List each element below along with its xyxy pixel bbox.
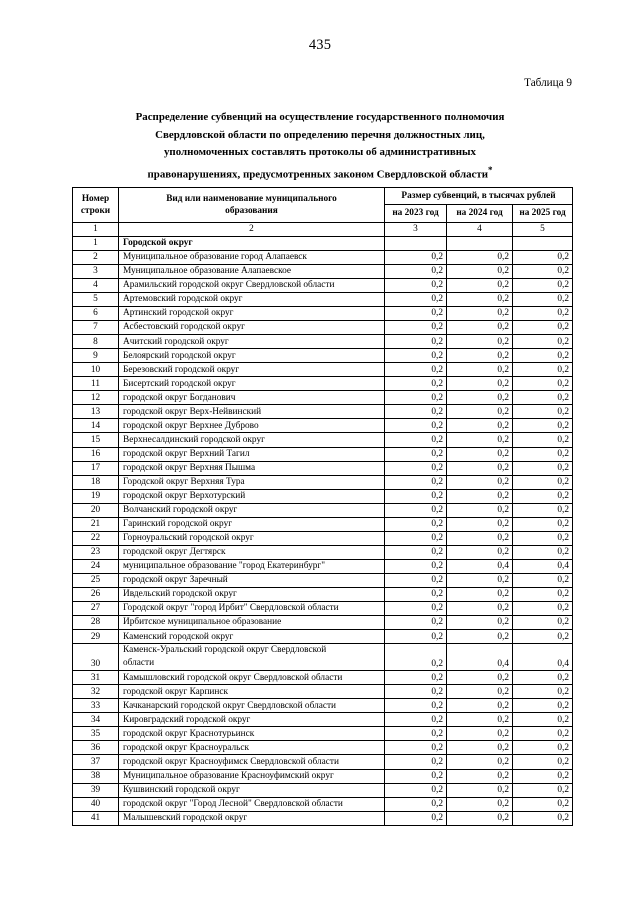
cell-municipality-name: Артемовский городской округ — [119, 293, 385, 307]
table-row — [73, 419, 573, 433]
cell-amount-2023: 0,2 — [385, 503, 447, 517]
column-number-row — [73, 222, 573, 236]
cell-amount-2025: 0,2 — [513, 741, 573, 755]
cell-municipality-name: городской округ Заречный — [119, 573, 385, 587]
column-header-row-number — [73, 188, 119, 223]
cell-amount-2024: 0,2 — [447, 391, 513, 405]
cell-amount-2024: 0,2 — [447, 602, 513, 616]
table-row — [73, 699, 573, 713]
cell-amount-2023: 0,2 — [385, 573, 447, 587]
cell-amount-2023: 0,2 — [385, 489, 447, 503]
cell-row-number: 5 — [73, 293, 119, 307]
cell-row-number: 29 — [73, 630, 119, 644]
cell-amount-2023: 0,2 — [385, 349, 447, 363]
cell-amount-2023: 0,2 — [385, 531, 447, 545]
table-row — [73, 236, 573, 250]
cell-amount-2024: 0,2 — [447, 419, 513, 433]
table-row — [73, 433, 573, 447]
cell-amount-2024: 0,2 — [447, 250, 513, 264]
cell-amount-2024: 0,2 — [447, 278, 513, 292]
cell-row-number: 24 — [73, 559, 119, 573]
cell-amount-2025: 0,2 — [513, 587, 573, 601]
table-row — [73, 630, 573, 644]
table-row — [73, 264, 573, 278]
cell-amount-2023: 0,2 — [385, 278, 447, 292]
cell-municipality-name: Каменский городской округ — [119, 630, 385, 644]
cell-row-number: 13 — [73, 405, 119, 419]
cell-amount-2023: 0,2 — [385, 405, 447, 419]
table-row — [73, 503, 573, 517]
page-title — [70, 109, 570, 184]
cell-municipality-name: городской округ "Город Лесной" Свердловской области — [119, 797, 385, 811]
footnote-marker: * — [488, 164, 493, 175]
header-row-main — [73, 188, 573, 205]
cell-row-number: 28 — [73, 616, 119, 630]
cell-amount-2025: 0,2 — [513, 811, 573, 825]
cell-amount-2024 — [447, 236, 513, 250]
cell-amount-2025: 0,2 — [513, 797, 573, 811]
cell-row-number: 31 — [73, 671, 119, 685]
cell-row-number: 27 — [73, 602, 119, 616]
table-row — [73, 335, 573, 349]
cell-municipality-name: Артинский городской округ — [119, 307, 385, 321]
page-number: 435 — [308, 37, 332, 53]
cell-amount-2023: 0,2 — [385, 419, 447, 433]
table-row — [73, 644, 573, 671]
column-header-row-number-line1: Номер — [81, 193, 110, 204]
cell-row-number: 16 — [73, 447, 119, 461]
table-row — [73, 363, 573, 377]
cell-amount-2023: 0,2 — [385, 587, 447, 601]
cell-amount-2025: 0,2 — [513, 573, 573, 587]
cell-row-number: 8 — [73, 335, 119, 349]
cell-row-number: 9 — [73, 349, 119, 363]
column-number-5: 5 — [513, 222, 573, 236]
cell-amount-2024: 0,2 — [447, 545, 513, 559]
cell-amount-2024: 0,2 — [447, 293, 513, 307]
table-row — [73, 278, 573, 292]
table-row — [73, 517, 573, 531]
table-label: Таблица 9 — [524, 77, 572, 89]
table-body — [73, 236, 573, 825]
cell-amount-2024: 0,2 — [447, 573, 513, 587]
cell-row-number: 40 — [73, 797, 119, 811]
cell-amount-2025: 0,2 — [513, 335, 573, 349]
cell-amount-2023: 0,2 — [385, 377, 447, 391]
table-row — [73, 475, 573, 489]
table-header — [73, 188, 573, 237]
title-line-4-text: правонарушениях, предусмотренных законом Свердловской области — [147, 168, 488, 181]
cell-municipality-name: Верхнесалдинский городской округ — [119, 433, 385, 447]
column-header-municipality-line1: Вид или наименование муниципального — [166, 193, 337, 204]
cell-amount-2025: 0,2 — [513, 602, 573, 616]
cell-municipality-name: Кушвинский городской округ — [119, 783, 385, 797]
cell-amount-2025: 0,2 — [513, 307, 573, 321]
cell-amount-2024: 0,2 — [447, 363, 513, 377]
column-header-year-2023: на 2023 год — [385, 205, 447, 222]
cell-amount-2025: 0,2 — [513, 616, 573, 630]
cell-row-number: 34 — [73, 713, 119, 727]
cell-amount-2024: 0,2 — [447, 685, 513, 699]
cell-amount-2024: 0,2 — [447, 321, 513, 335]
column-number-1: 1 — [73, 222, 119, 236]
cell-amount-2024: 0,2 — [447, 587, 513, 601]
cell-amount-2025: 0,2 — [513, 531, 573, 545]
column-header-amount-group: Размер субвенций, в тысячах рублей — [385, 188, 573, 205]
cell-amount-2024: 0,2 — [447, 531, 513, 545]
cell-amount-2023: 0,2 — [385, 699, 447, 713]
cell-amount-2023: 0,2 — [385, 461, 447, 475]
table-row — [73, 377, 573, 391]
cell-municipality-name: Малышевский городской округ — [119, 811, 385, 825]
cell-row-number: 3 — [73, 264, 119, 278]
cell-municipality-name: Ирбитское муниципальное образование — [119, 616, 385, 630]
table-row — [73, 447, 573, 461]
cell-amount-2024: 0,2 — [447, 797, 513, 811]
cell-row-number: 26 — [73, 587, 119, 601]
cell-row-number: 22 — [73, 531, 119, 545]
cell-row-number: 20 — [73, 503, 119, 517]
cell-amount-2025: 0,2 — [513, 685, 573, 699]
cell-amount-2023: 0,2 — [385, 769, 447, 783]
cell-amount-2025: 0,2 — [513, 783, 573, 797]
cell-amount-2023: 0,2 — [385, 447, 447, 461]
cell-amount-2025: 0,2 — [513, 755, 573, 769]
cell-amount-2023: 0,2 — [385, 644, 447, 671]
table-row — [73, 769, 573, 783]
cell-municipality-name: городской округ Верхняя Пышма — [119, 461, 385, 475]
table-row — [73, 727, 573, 741]
cell-row-number: 19 — [73, 489, 119, 503]
column-header-municipality — [119, 188, 385, 223]
cell-amount-2024: 0,2 — [447, 616, 513, 630]
cell-amount-2025: 0,2 — [513, 475, 573, 489]
column-number-3: 3 — [385, 222, 447, 236]
cell-municipality-name: городской округ Карпинск — [119, 685, 385, 699]
table-row — [73, 783, 573, 797]
cell-row-number: 15 — [73, 433, 119, 447]
cell-row-number: 39 — [73, 783, 119, 797]
cell-amount-2025: 0,2 — [513, 349, 573, 363]
cell-row-number: 21 — [73, 517, 119, 531]
cell-amount-2025: 0,2 — [513, 363, 573, 377]
column-header-row-number-line2: строки — [80, 205, 111, 216]
cell-row-number: 18 — [73, 475, 119, 489]
cell-amount-2024: 0,2 — [447, 713, 513, 727]
cell-municipality-name: Березовский городской округ — [119, 363, 385, 377]
cell-municipality-name-line1: Каменск-Уральский городской округ Свердловской — [123, 645, 327, 656]
cell-row-number: 2 — [73, 250, 119, 264]
table-row — [73, 573, 573, 587]
cell-amount-2023: 0,2 — [385, 602, 447, 616]
cell-municipality-name: городской округ Верхний Тагил — [119, 447, 385, 461]
table-row — [73, 616, 573, 630]
cell-amount-2023: 0,2 — [385, 797, 447, 811]
cell-amount-2023 — [385, 236, 447, 250]
cell-amount-2025: 0,2 — [513, 293, 573, 307]
cell-amount-2023: 0,2 — [385, 307, 447, 321]
cell-row-number: 6 — [73, 307, 119, 321]
cell-amount-2023: 0,2 — [385, 616, 447, 630]
cell-amount-2023: 0,2 — [385, 475, 447, 489]
cell-municipality-name: Бисертский городской округ — [119, 377, 385, 391]
cell-row-number: 32 — [73, 685, 119, 699]
cell-amount-2025 — [513, 236, 573, 250]
cell-amount-2024: 0,2 — [447, 307, 513, 321]
table-row — [73, 602, 573, 616]
title-line-4 — [70, 162, 570, 184]
cell-municipality-name: Камышловский городской округ Свердловской области — [119, 671, 385, 685]
cell-municipality-name: Белоярский городской округ — [119, 349, 385, 363]
cell-amount-2024: 0,2 — [447, 727, 513, 741]
cell-municipality-name: Волчанский городской округ — [119, 503, 385, 517]
cell-municipality-name: Муниципальное образование город Алапаевск — [119, 250, 385, 264]
cell-amount-2023: 0,2 — [385, 321, 447, 335]
table-row — [73, 671, 573, 685]
table-row — [73, 349, 573, 363]
cell-row-number: 10 — [73, 363, 119, 377]
cell-amount-2025: 0,4 — [513, 644, 573, 671]
cell-amount-2025: 0,2 — [513, 545, 573, 559]
cell-amount-2023: 0,2 — [385, 293, 447, 307]
cell-amount-2025: 0,2 — [513, 489, 573, 503]
column-header-municipality-line2: образования — [225, 205, 278, 216]
cell-amount-2023: 0,2 — [385, 433, 447, 447]
cell-amount-2023: 0,2 — [385, 391, 447, 405]
cell-row-number: 35 — [73, 727, 119, 741]
cell-municipality-name: Гаринский городской округ — [119, 517, 385, 531]
cell-amount-2024: 0,2 — [447, 349, 513, 363]
cell-amount-2024: 0,2 — [447, 461, 513, 475]
cell-amount-2024: 0,2 — [447, 699, 513, 713]
cell-amount-2024: 0,2 — [447, 489, 513, 503]
cell-amount-2025: 0,2 — [513, 461, 573, 475]
cell-municipality-name: Ивдельский городской округ — [119, 587, 385, 601]
table-row — [73, 307, 573, 321]
cell-amount-2023: 0,2 — [385, 671, 447, 685]
cell-municipality-name: городской округ Верхнее Дуброво — [119, 419, 385, 433]
table-row — [73, 559, 573, 573]
cell-amount-2023: 0,2 — [385, 545, 447, 559]
cell-row-number: 38 — [73, 769, 119, 783]
table-row — [73, 797, 573, 811]
cell-amount-2024: 0,2 — [447, 503, 513, 517]
cell-amount-2025: 0,2 — [513, 769, 573, 783]
cell-amount-2023: 0,2 — [385, 517, 447, 531]
cell-municipality-name: городской округ Дегтярск — [119, 545, 385, 559]
cell-municipality-name: муниципальное образование "город Екатеринбург" — [119, 559, 385, 573]
table-row — [73, 713, 573, 727]
cell-amount-2023: 0,2 — [385, 335, 447, 349]
table-row — [73, 321, 573, 335]
cell-amount-2025: 0,2 — [513, 630, 573, 644]
column-number-2: 2 — [119, 222, 385, 236]
cell-amount-2025: 0,2 — [513, 321, 573, 335]
cell-row-number: 23 — [73, 545, 119, 559]
cell-amount-2024: 0,4 — [447, 559, 513, 573]
cell-amount-2025: 0,2 — [513, 264, 573, 278]
cell-amount-2024: 0,2 — [447, 433, 513, 447]
cell-amount-2023: 0,2 — [385, 713, 447, 727]
cell-amount-2023: 0,2 — [385, 630, 447, 644]
cell-amount-2025: 0,2 — [513, 699, 573, 713]
cell-municipality-name: Городской округ — [119, 236, 385, 250]
cell-municipality-name: Ачитский городской округ — [119, 335, 385, 349]
cell-amount-2024: 0,2 — [447, 769, 513, 783]
cell-municipality-name: Кировградский городской округ — [119, 713, 385, 727]
cell-amount-2024: 0,2 — [447, 783, 513, 797]
title-line-1: Распределение субвенций на осуществление государственного полномочия — [135, 111, 505, 123]
cell-municipality-name: Муниципальное образование Алапаевское — [119, 264, 385, 278]
cell-row-number: 14 — [73, 419, 119, 433]
table-row — [73, 811, 573, 825]
cell-amount-2024: 0,2 — [447, 671, 513, 685]
title-line-2: Свердловской области по определению перечня должностных лиц, — [155, 128, 485, 141]
cell-municipality-name: городской округ Верх-Нейвинский — [119, 405, 385, 419]
cell-amount-2025: 0,2 — [513, 250, 573, 264]
cell-amount-2024: 0,2 — [447, 517, 513, 531]
cell-amount-2025: 0,2 — [513, 278, 573, 292]
cell-municipality-name: городской округ Богданович — [119, 391, 385, 405]
cell-row-number: 4 — [73, 278, 119, 292]
table-row — [73, 755, 573, 769]
table-row — [73, 461, 573, 475]
cell-row-number: 12 — [73, 391, 119, 405]
cell-amount-2024: 0,2 — [447, 475, 513, 489]
cell-municipality-name: Арамильский городской округ Свердловской области — [119, 278, 385, 292]
cell-amount-2024: 0,2 — [447, 335, 513, 349]
table-row — [73, 531, 573, 545]
cell-row-number: 37 — [73, 755, 119, 769]
cell-municipality-name: Качканарский городской округ Свердловской области — [119, 699, 385, 713]
table-row — [73, 391, 573, 405]
cell-amount-2025: 0,2 — [513, 419, 573, 433]
table-row — [73, 685, 573, 699]
cell-amount-2025: 0,2 — [513, 503, 573, 517]
table-row — [73, 741, 573, 755]
cell-amount-2023: 0,2 — [385, 264, 447, 278]
cell-row-number: 36 — [73, 741, 119, 755]
table-row — [73, 405, 573, 419]
column-number-4: 4 — [447, 222, 513, 236]
cell-municipality-name: Муниципальное образование Красноуфимский округ — [119, 769, 385, 783]
cell-amount-2025: 0,2 — [513, 727, 573, 741]
cell-amount-2025: 0,2 — [513, 433, 573, 447]
table-row — [73, 545, 573, 559]
table-row — [73, 250, 573, 264]
subventions-table — [72, 187, 573, 826]
cell-amount-2024: 0,2 — [447, 447, 513, 461]
cell-municipality-name: городской округ Краснотурьинск — [119, 727, 385, 741]
cell-amount-2024: 0,2 — [447, 741, 513, 755]
cell-municipality-name — [119, 644, 385, 671]
column-header-year-2025: на 2025 год — [513, 205, 573, 222]
cell-row-number: 25 — [73, 573, 119, 587]
cell-amount-2023: 0,2 — [385, 250, 447, 264]
cell-row-number: 7 — [73, 321, 119, 335]
cell-amount-2025: 0,2 — [513, 405, 573, 419]
cell-amount-2024: 0,2 — [447, 811, 513, 825]
cell-amount-2025: 0,2 — [513, 391, 573, 405]
cell-amount-2024: 0,2 — [447, 377, 513, 391]
cell-amount-2025: 0,2 — [513, 447, 573, 461]
cell-amount-2025: 0,2 — [513, 671, 573, 685]
table-row — [73, 293, 573, 307]
column-header-year-2024: на 2024 год — [447, 205, 513, 222]
cell-amount-2025: 0,2 — [513, 517, 573, 531]
cell-row-number: 41 — [73, 811, 119, 825]
cell-row-number: 33 — [73, 699, 119, 713]
cell-municipality-name: Городской округ "город Ирбит" Свердловской области — [119, 602, 385, 616]
cell-municipality-name: Горноуральский городской округ — [119, 531, 385, 545]
cell-amount-2025: 0,2 — [513, 377, 573, 391]
cell-amount-2023: 0,2 — [385, 783, 447, 797]
cell-amount-2023: 0,2 — [385, 755, 447, 769]
cell-amount-2023: 0,2 — [385, 363, 447, 377]
cell-row-number: 11 — [73, 377, 119, 391]
table-row — [73, 587, 573, 601]
cell-row-number: 1 — [73, 236, 119, 250]
cell-amount-2025: 0,4 — [513, 559, 573, 573]
cell-municipality-name: Городской округ Верхняя Тура — [119, 475, 385, 489]
cell-municipality-name: городской округ Верхотурский — [119, 489, 385, 503]
cell-municipality-name: городской округ Красноуральск — [119, 741, 385, 755]
cell-amount-2023: 0,2 — [385, 811, 447, 825]
cell-municipality-name: городской округ Красноуфимск Свердловской области — [119, 755, 385, 769]
cell-amount-2024: 0,2 — [447, 264, 513, 278]
cell-amount-2024: 0,2 — [447, 630, 513, 644]
cell-row-number: 30 — [73, 644, 119, 671]
cell-amount-2025: 0,2 — [513, 713, 573, 727]
title-line-3: уполномоченных составлять протоколы об административных — [163, 146, 477, 159]
cell-amount-2023: 0,2 — [385, 741, 447, 755]
cell-amount-2023: 0,2 — [385, 685, 447, 699]
cell-amount-2023: 0,2 — [385, 727, 447, 741]
table-row — [73, 489, 573, 503]
cell-municipality-name: Асбестовский городской округ — [119, 321, 385, 335]
cell-row-number: 17 — [73, 461, 119, 475]
cell-amount-2024: 0,2 — [447, 755, 513, 769]
cell-amount-2024: 0,4 — [447, 644, 513, 671]
cell-amount-2023: 0,2 — [385, 559, 447, 573]
cell-amount-2024: 0,2 — [447, 405, 513, 419]
cell-municipality-name-line2: области — [123, 658, 155, 669]
